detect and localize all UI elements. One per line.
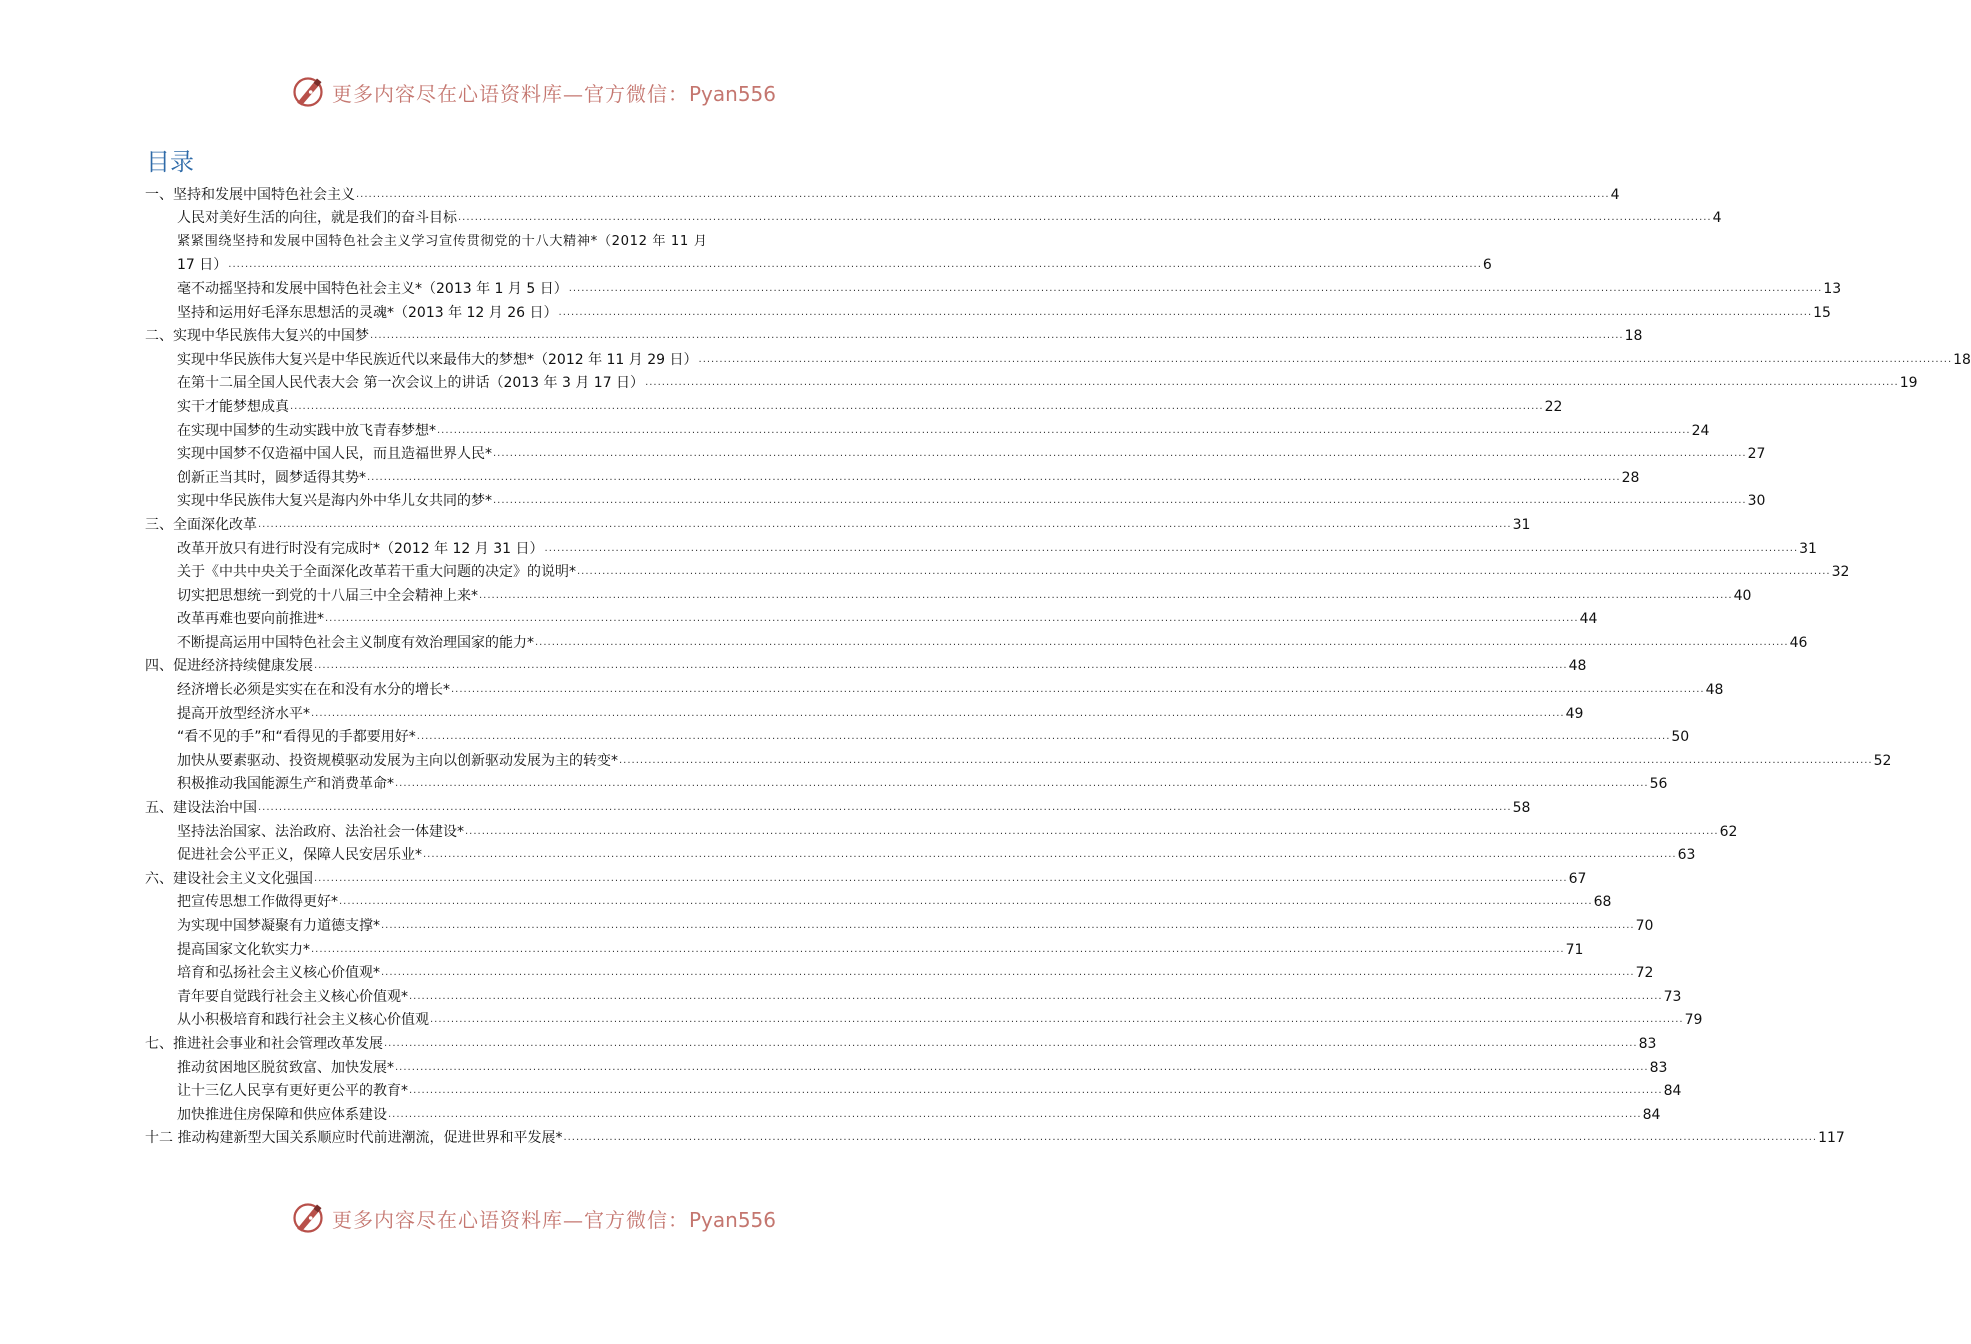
toc-entry[interactable] [145, 440, 1766, 464]
toc-dot-leader: ............................................................................................................................................................................................................................................................................................................ [619, 754, 1873, 766]
toc-entry-title: 实现中华民族伟大复兴是中华民族近代以来最伟大的梦想*（2012 年 11 月 29 日） [177, 351, 698, 368]
toc-page-number: 49 [1565, 705, 1584, 722]
toc-entry[interactable] [145, 982, 1682, 1006]
toc-page-number: 83 [1638, 1035, 1657, 1052]
toc-entry[interactable] [145, 487, 1766, 511]
pen-logo-icon [290, 1200, 326, 1236]
toc-entry[interactable] [145, 392, 1563, 416]
toc-entry-title: 从小积极培育和践行社会主义核心价值观 [177, 1012, 429, 1029]
toc-section-entry[interactable] [145, 180, 1620, 204]
toc-entry-title: “看不见的手”和“看得见的手都要用好* [177, 729, 416, 746]
toc-dot-leader: ............................................................................................................................................................................................................................................................................................................ [465, 825, 1719, 837]
toc-page-number: 30 [1747, 493, 1766, 510]
toc-page-number: 79 [1684, 1012, 1703, 1029]
toc-entry-title: 四、促进经济持续健康发展 [145, 658, 313, 675]
toc-entry-title: 二、实现中华民族伟大复兴的中国梦 [145, 328, 369, 345]
toc-section-entry[interactable] [145, 510, 1531, 534]
toc-page-number: 83 [1649, 1059, 1668, 1076]
wechat-id: Pyan556 [689, 1207, 777, 1232]
toc-entry[interactable] [145, 911, 1654, 935]
toc-dot-leader: ............................................................................................................................................................................................................................................................................................................ [384, 1037, 1638, 1049]
toc-dot-leader: ............................................................................................................................................................................................................................................................................................................ [314, 872, 1568, 884]
toc-page-number: 117 [1818, 1130, 1845, 1147]
toc-entry[interactable] [145, 841, 1696, 865]
toc-entry[interactable] [145, 817, 1738, 841]
toc-dot-leader: ............................................................................................................................................................................................................................................................................................................ [388, 1108, 1642, 1120]
toc-entry-title: 六、建设社会主义文化强国 [145, 870, 313, 887]
toc-page-number: 24 [1691, 422, 1710, 439]
toc-page-number: 44 [1579, 611, 1598, 628]
toc-entry-title: 改革再难也要向前推进* [177, 611, 324, 628]
toc-page-number: 58 [1512, 800, 1531, 817]
toc-dot-leader: ............................................................................................................................................................................................................................................................................................................ [645, 377, 1899, 389]
toc-entry-title: 积极推动我国能源生产和消费革命* [177, 776, 394, 793]
toc-entry-title: 一、坚持和发展中国特色社会主义 [145, 186, 355, 203]
toc-dot-leader: ............................................................................................................................................................................................................................................................................................................ [437, 424, 1691, 436]
toc-entry[interactable] [145, 746, 1892, 770]
toc-page-number: 22 [1544, 398, 1563, 415]
toc-dot-leader: ............................................................................................................................................................................................................................................................................................................ [339, 896, 1593, 908]
toc-page-number: 56 [1649, 776, 1668, 793]
toc-dot-leader: ............................................................................................................................................................................................................................................................................................................ [416, 731, 1671, 743]
toc-entry-title: 在第十二届全国人民代表大会 第一次会议上的讲话（2013 年 3 月 17 日） [177, 375, 645, 392]
toc-entry-title: 七、推进社会事业和社会管理改革发展 [145, 1035, 383, 1052]
toc-entry-title: 实现中华民族伟大复兴是海内外中华儿女共同的梦* [177, 493, 492, 510]
toc-page-number: 28 [1621, 469, 1640, 486]
toc-entry-title: 实现中国梦不仅造福中国人民，而且造福世界人民* [177, 446, 492, 463]
toc-page-number: 68 [1593, 894, 1612, 911]
toc-entry[interactable] [145, 1100, 1661, 1124]
toc-entry[interactable] [145, 1053, 1668, 1077]
toc-entry-title: 加快从要素驱动、投资规模驱动发展为主向以创新驱动发展为主的转变* [177, 752, 618, 769]
pen-logo-icon [290, 74, 326, 110]
toc-entry-title: 在实现中国梦的生动实践中放飞青春梦想* [177, 422, 436, 439]
toc-page-number: 62 [1719, 823, 1738, 840]
toc-page-number: 84 [1642, 1106, 1661, 1123]
toc-page-number: 27 [1747, 446, 1766, 463]
toc-entry[interactable] [145, 770, 1668, 794]
toc-dot-leader: ............................................................................................................................................................................................................................................................................................................ [563, 1132, 1818, 1144]
toc-entry-title: 五、建设法治中国 [145, 800, 257, 817]
toc-dot-leader: ............................................................................................................................................................................................................................................................................................................ [311, 943, 1565, 955]
toc-entry[interactable] [145, 699, 1584, 723]
toc-entry-title: 人民对美好生活的向往，就是我们的奋斗目标 [177, 210, 457, 227]
toc-entry-title: 促进社会公平正义，保障人民安居乐业* [177, 847, 422, 864]
toc-section-entry[interactable] [145, 864, 1587, 888]
toc-page-number: 31 [1799, 540, 1817, 557]
toc-dot-leader: ............................................................................................................................................................................................................................................................................................................ [479, 589, 1733, 601]
toc-page-number: 46 [1789, 634, 1808, 651]
toc-page-number: 84 [1663, 1083, 1682, 1100]
toc-dot-leader: ............................................................................................................................................................................................................................................................................................................ [544, 542, 1799, 554]
toc-page-number: 71 [1565, 941, 1584, 958]
toc-dot-leader: ............................................................................................................................................................................................................................................................................................................ [458, 212, 1712, 224]
toc-dot-leader: ............................................................................................................................................................................................................................................................................................................ [430, 1014, 1684, 1026]
toc-dot-leader: ............................................................................................................................................................................................................................................................................................................ [409, 1085, 1663, 1097]
toc-page-number: 6 [1482, 257, 1492, 274]
toc-entry-title: 十二 推动构建新型大国关系顺应时代前进潮流，促进世界和平发展* [145, 1130, 563, 1147]
toc-page-number: 48 [1705, 682, 1724, 699]
toc-dot-leader: ............................................................................................................................................................................................................................................................................................................ [395, 1061, 1649, 1073]
toc-section-entry[interactable] [145, 793, 1531, 817]
toc-entry-title: 坚持法治国家、法治政府、法治社会一体建设* [177, 823, 464, 840]
toc-section-entry[interactable] [145, 322, 1643, 346]
toc-entry-title: 经济增长必须是实实在在和没有水分的增长* [177, 682, 450, 699]
toc-page-number: 72 [1635, 965, 1654, 982]
toc-entry-title: 不断提高运用中国特色社会主义制度有效治理国家的能力* [177, 634, 534, 651]
toc-dot-leader: ............................................................................................................................................................................................................................................................................................................ [381, 920, 1635, 931]
toc-dot-leader: ............................................................................................................................................................................................................................................................................................................ [381, 967, 1635, 979]
toc-entry-title: 关于《中共中央关于全面深化改革若干重大问题的决定》的说明* [177, 564, 576, 581]
toc-dot-leader: ............................................................................................................................................................................................................................................................................................................ [698, 353, 1953, 365]
toc-entry[interactable] [145, 227, 805, 251]
toc-entry-title: 实干才能梦想成真 [177, 398, 289, 415]
toc-page-number: 52 [1873, 752, 1892, 769]
toc-entry-title: 提高开放型经济水平* [177, 705, 310, 722]
toc-page-number: 67 [1568, 870, 1587, 887]
toc-page-number: 18 [1624, 328, 1643, 345]
toc-entry-title: 青年要自觉践行社会主义核心价值观* [177, 988, 408, 1005]
toc-entry[interactable] [145, 888, 1612, 912]
toc-entry[interactable] [145, 298, 1831, 322]
toc-dot-leader: ............................................................................................................................................................................................................................................................................................................ [258, 518, 1512, 530]
toc-entry[interactable] [145, 416, 1710, 440]
toc-dot-leader: ............................................................................................................................................................................................................................................................................................................ [325, 613, 1579, 625]
toc-page-number: 32 [1831, 564, 1850, 581]
toc-page-number: 13 [1823, 280, 1842, 297]
toc-page-number: 63 [1677, 847, 1696, 864]
toc-entry[interactable] [145, 463, 1640, 487]
toc-page-number: 18 [1953, 351, 1971, 368]
toc-page-number: 15 [1813, 304, 1831, 321]
toc-entry[interactable] [145, 534, 1817, 558]
toc-page-number: 73 [1663, 988, 1682, 1005]
header-banner [290, 72, 790, 112]
toc-section-entry[interactable] [145, 652, 1587, 676]
toc-dot-leader: ............................................................................................................................................................................................................................................................................................................ [356, 188, 1610, 200]
toc-entry[interactable] [145, 251, 1492, 275]
toc-dot-leader: ............................................................................................................................................................................................................................................................................................................ [577, 566, 1831, 578]
toc-entry[interactable] [145, 723, 1690, 747]
toc-section-entry[interactable] [145, 1124, 1845, 1148]
toc-entry-title: 改革开放只有进行时没有完成时*（2012 年 12 月 31 日） [177, 540, 544, 557]
toc-entry-title: 坚持和运用好毛泽东思想活的灵魂*（2013 年 12 月 26 日） [177, 304, 558, 321]
wechat-id: Pyan556 [689, 81, 777, 106]
toc-entry-title: 毫不动摇坚持和发展中国特色社会主义*（2013 年 1 月 5 日） [177, 280, 568, 297]
toc-entry-title: 加快推进住房保障和供应体系建设 [177, 1106, 387, 1123]
toc-entry-title: 切实把思想统一到党的十八届三中全会精神上来* [177, 587, 478, 604]
toc-title: 目录 [146, 148, 194, 176]
toc-section-entry[interactable] [145, 1029, 1657, 1053]
banner-text: 更多内容尽在心语资料库—官方微信：Pyan556 [332, 1207, 777, 1232]
toc-dot-leader: ............................................................................................................................................................................................................................................................................................................ [451, 684, 1705, 696]
toc-entry[interactable] [145, 605, 1598, 629]
toc-dot-leader: ............................................................................................................................................................................................................................................................................................................ [535, 636, 1789, 648]
toc-entry-title: 紧紧围绕坚持和发展中国特色社会主义学习宣传贯彻党的十八大精神*（2012 年 11 月 [177, 233, 708, 249]
toc-dot-leader: ............................................................................................................................................................................................................................................................................................................ [258, 802, 1512, 814]
toc-entry-title: 培育和弘扬社会主义核心价值观* [177, 965, 380, 982]
toc-entry[interactable] [145, 204, 1722, 228]
toc-dot-leader: ............................................................................................................................................................................................................................................................................................................ [395, 778, 1649, 790]
toc-page-number: 4 [1610, 186, 1620, 203]
toc-entry[interactable] [145, 1077, 1682, 1101]
toc-entry-title: 推动贫困地区脱贫致富、加快发展* [177, 1059, 394, 1076]
footer-banner [290, 1198, 790, 1238]
toc-entry[interactable] [145, 369, 1918, 393]
toc-dot-leader: ............................................................................................................................................................................................................................................................................................................ [558, 306, 1813, 318]
toc-dot-leader: ............................................................................................................................................................................................................................................................................................................ [228, 259, 1482, 271]
toc-dot-leader: ............................................................................................................................................................................................................................................................................................................ [311, 707, 1565, 719]
toc-entry[interactable] [145, 581, 1752, 605]
toc-page-number: 70 [1635, 918, 1654, 934]
toc-entry[interactable] [145, 558, 1850, 582]
toc-entry[interactable] [145, 959, 1654, 983]
toc-entry[interactable] [145, 675, 1724, 699]
toc-page-number: 4 [1712, 210, 1722, 227]
toc-entry[interactable] [145, 274, 1842, 298]
toc-entry[interactable] [145, 345, 1971, 369]
toc-dot-leader: ............................................................................................................................................................................................................................................................................................................ [568, 282, 1823, 294]
toc-dot-leader: ............................................................................................................................................................................................................................................................................................................ [370, 330, 1624, 342]
toc-page-number: 31 [1512, 516, 1531, 533]
banner-text: 更多内容尽在心语资料库—官方微信：Pyan556 [332, 81, 777, 106]
toc-dot-leader: ............................................................................................................................................................................................................................................................................................................ [423, 849, 1677, 861]
toc-dot-leader: ............................................................................................................................................................................................................................................................................................................ [314, 660, 1568, 672]
toc-dot-leader: ............................................................................................................................................................................................................................................................................................................ [367, 471, 1621, 483]
toc-dot-leader: ............................................................................................................................................................................................................................................................................................................ [409, 990, 1663, 1002]
toc-page-number: 48 [1568, 658, 1587, 675]
toc-dot-leader: ............................................................................................................................................................................................................................................................................................................ [493, 495, 1747, 507]
toc-entry-title: 为实现中国梦凝聚有力道德支撑* [177, 918, 380, 934]
toc-entry[interactable] [145, 935, 1584, 959]
toc-dot-leader: ............................................................................................................................................................................................................................................................................................................ [290, 400, 1544, 412]
toc-entry-title: 把宣传思想工作做得更好* [177, 894, 338, 911]
toc-entry-title: 创新正当其时，圆梦适得其势* [177, 469, 366, 486]
toc-page-number: 19 [1899, 375, 1918, 392]
toc-page-number: 40 [1733, 587, 1752, 604]
toc-entry-title: 让十三亿人民享有更好更公平的教育* [177, 1083, 408, 1100]
toc-entry-title: 提高国家文化软实力* [177, 941, 310, 958]
table-of-contents [145, 180, 1971, 1147]
toc-entry[interactable] [145, 1006, 1703, 1030]
toc-entry-title: 三、全面深化改革 [145, 516, 257, 533]
toc-entry[interactable] [145, 628, 1808, 652]
toc-page-number: 50 [1671, 729, 1690, 746]
toc-entry-title: 17 日） [177, 257, 228, 274]
toc-dot-leader: ............................................................................................................................................................................................................................................................................................................ [493, 448, 1747, 460]
